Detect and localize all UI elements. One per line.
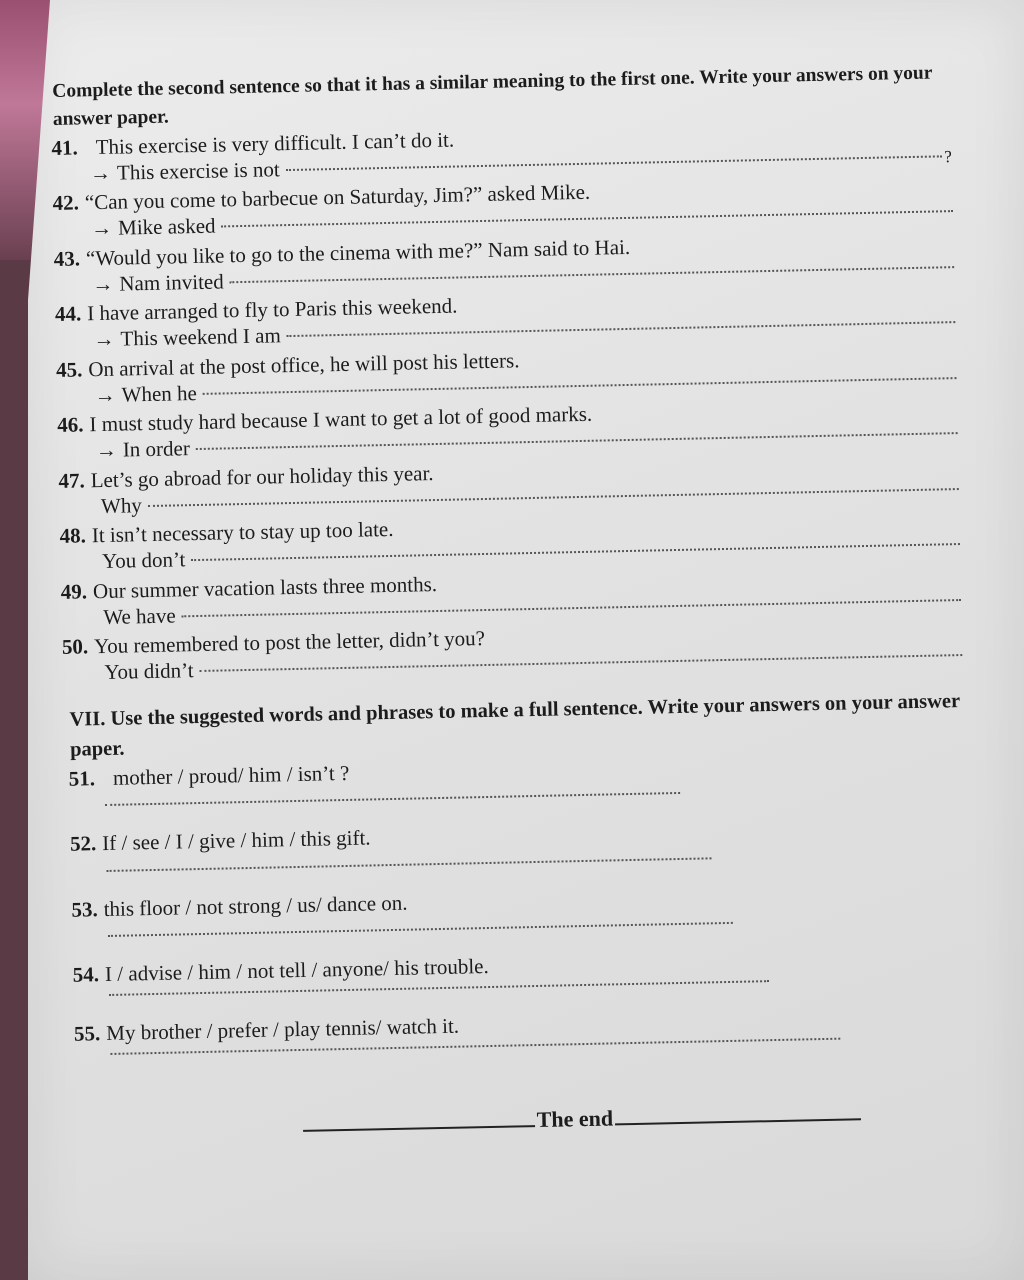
arrow-icon: → [90, 216, 113, 241]
answer-starter: When he [121, 380, 198, 407]
suggested-words: this floor / not strong / us/ dance on. [103, 890, 408, 921]
arrow-icon: → [93, 326, 115, 352]
question-number: 49. [60, 578, 88, 604]
dotted-blank[interactable] [191, 542, 960, 561]
worksheet-content [50, 59, 972, 1143]
question-number: 42. [52, 190, 80, 216]
question-prompt: I have arranged to fly to Paris this weekend. [86, 293, 458, 326]
answer-starter: You didn’t [104, 658, 194, 685]
dotted-blank[interactable] [105, 791, 680, 806]
answer-starter: Mike asked [117, 213, 216, 240]
dotted-blank[interactable] [203, 376, 957, 395]
answer-starter: Nam invited [119, 269, 224, 296]
arrow-icon: → [95, 437, 118, 463]
answer-end: ? [944, 146, 953, 167]
end-label: The end [536, 1105, 614, 1133]
footer-rule-right [615, 1118, 861, 1126]
suggested-words: I / advise / him / not tell / anyone/ his trouble. [104, 953, 489, 986]
dotted-blank[interactable] [182, 598, 962, 617]
question-55 [74, 1002, 971, 1056]
answer-starter: This weekend I am [120, 323, 282, 351]
question-number: 54. [72, 961, 100, 987]
question-number: 47. [58, 467, 85, 493]
question-prompt: You remembered to post the letter, didn’t you? [93, 626, 486, 659]
question-prompt: Our summer vacation lasts three months. [92, 571, 438, 603]
question-number: 45. [55, 356, 83, 382]
answer-starter: We have [103, 603, 176, 629]
question-number: 52. [69, 831, 97, 857]
answer-starter: This exercise is not [116, 156, 280, 185]
dotted-blank[interactable] [107, 856, 712, 872]
footer-rule-left [303, 1124, 535, 1132]
suggested-words: mother / proud/ him / isn’t ? [112, 760, 350, 790]
answer-starter: Why [100, 492, 143, 518]
question-number: 46. [57, 412, 84, 437]
arrow-icon: → [89, 160, 112, 185]
question-number: 55. [73, 1021, 101, 1046]
question-prompt: I must study hard because I want to get a lot of good marks. [89, 401, 593, 437]
dotted-blank[interactable] [286, 154, 943, 171]
question-number: 44. [54, 301, 82, 326]
question-number: 41. [51, 134, 78, 160]
question-prompt: It isn’t necessary to stay up too late. [91, 516, 394, 548]
section-vi-instruction: Complete the second sentence so that it has a similar meaning to the first one. Write your answers on your answer paper. [52, 62, 933, 131]
arrow-icon: → [92, 271, 114, 296]
question-number: 53. [71, 896, 98, 922]
dotted-blank[interactable] [287, 320, 956, 337]
arrow-icon: → [94, 382, 116, 407]
suggested-words: My brother / prefer / play tennis/ watch it. [106, 1013, 460, 1046]
dotted-blank[interactable] [196, 431, 958, 450]
suggested-words: If / see / I / give / him / this gift. [102, 825, 371, 856]
question-number: 51. [68, 766, 96, 791]
question-52 [70, 812, 967, 872]
question-53 [71, 878, 968, 938]
question-prompt: On arrival at the post office, he will post his letters. [88, 347, 520, 381]
question-54 [73, 943, 970, 997]
question-prompt: Let’s go abroad for our holiday this year. [90, 460, 434, 492]
answer-starter: You don’t [101, 547, 186, 574]
dotted-blank[interactable] [108, 921, 733, 937]
question-prompt: This exercise is very difficult. I can’t do it. [95, 127, 455, 159]
dotted-blank[interactable] [230, 265, 954, 283]
answer-starter: In order [122, 436, 191, 462]
question-number: 48. [59, 523, 87, 548]
question-prompt: “Would you like to go to the cinema with me?” Nam said to Hai. [85, 234, 631, 270]
dotted-blank[interactable] [148, 487, 959, 507]
dotted-blank[interactable] [200, 653, 963, 672]
dotted-blank[interactable] [222, 209, 953, 227]
question-prompt: “Can you come to barbecue on Saturday, Jim?” asked Mike. [84, 179, 591, 215]
section-vii-title: VII. Use the suggested words and phrases to make a full sentence. Write your answers on your answer paper. [69, 689, 960, 762]
question-number: 50. [61, 634, 89, 659]
question-number: 43. [53, 245, 81, 271]
